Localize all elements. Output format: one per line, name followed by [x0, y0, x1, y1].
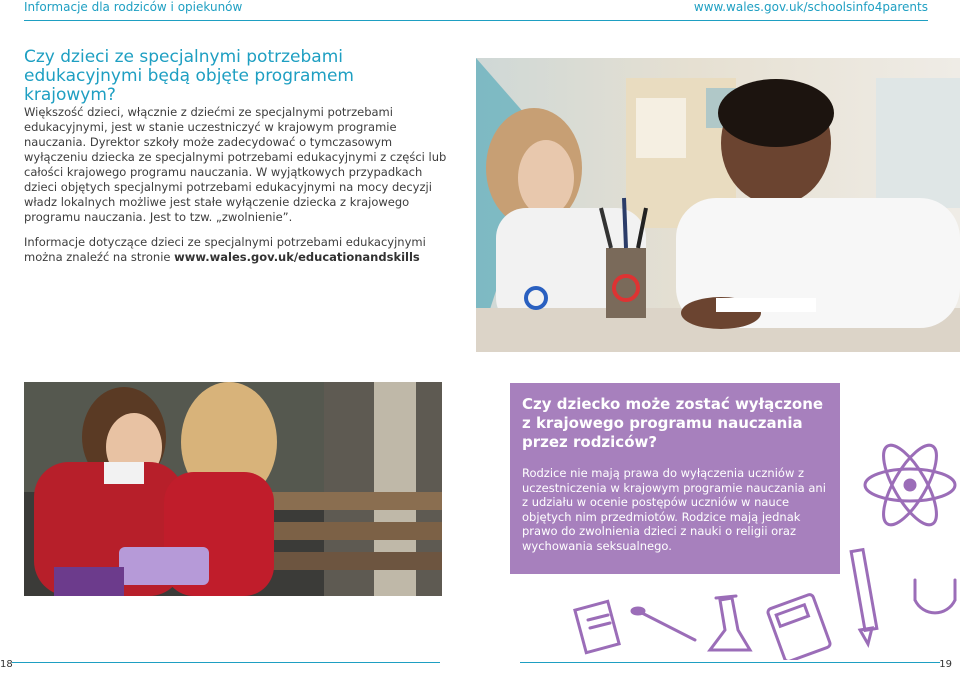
paragraph-2 [24, 235, 454, 265]
page-number-right: 19 [939, 659, 952, 670]
girls-photo [24, 382, 442, 596]
section-heading: Czy dzieci ze specjalnymi potrzebami edukacyjnymi będą objęte programem krajowym? [24, 47, 354, 105]
footer-divider-left [12, 662, 440, 663]
page-number-left: 18 [0, 659, 13, 670]
callout-title: Czy dziecko może zostać wyłączone z krajowego programu nauczania przez rodziców? [522, 395, 824, 451]
doodle-illustrations [560, 430, 960, 660]
paintbrush-icon [632, 608, 695, 640]
calculator-icon [767, 593, 831, 660]
section-body [24, 105, 454, 275]
header-title: Informacje dla rodziców i opiekunów [24, 0, 243, 14]
paragraph-1: Większość dzieci, włącznie z dziećmi ze specjalnymi potrzebami edukacyjnymi, jest w stanie uczestniczyć w krajowym programie nauczania. Dyrektor szkoły może zadecydować o tymczasowym wyłączeniu dziecka ze specjalnymi potrzebami edukacyjnymi z części lub całości krajowego programu nauczania. W wyjątkowych przypadkach dzieci objętych specjalnymi potrzebami edukacyjnymi na mocy decyzji władz lokalnych możliwe jest stałe wyłączenie dziecka z krajowego programu nauczania. Jest to tzw. „zwolnienie”. [24, 105, 447, 224]
atom-icon [865, 438, 955, 532]
header-divider [24, 20, 928, 21]
pencil-icon [851, 550, 877, 644]
header-url[interactable]: www.wales.gov.uk/schoolsinfo4parents [693, 0, 928, 14]
education-link[interactable]: www.wales.gov.uk/educationandskills [174, 250, 420, 264]
classroom-photo [476, 58, 960, 352]
magnet-icon [915, 580, 955, 613]
paragraph-2-text: Informacje dotyczące dzieci ze specjalnymi potrzebami edukacyjnymi można znaleźć na stronie [24, 235, 426, 264]
footer-divider-right [520, 662, 940, 663]
callout-text: Rodzice nie mają prawa do wyłączenia uczniów z uczestniczenia w krajowym programie nauczania ani z udziału w ocenie postępów uczniów w nauce objętych nim przedmiotów. Rodzice mają jednak prawo do zwolnienia dzieci z nauki o religii oraz wychowania seksualnego. [522, 466, 826, 553]
flask-icon [710, 596, 750, 650]
book-icon [575, 601, 619, 652]
